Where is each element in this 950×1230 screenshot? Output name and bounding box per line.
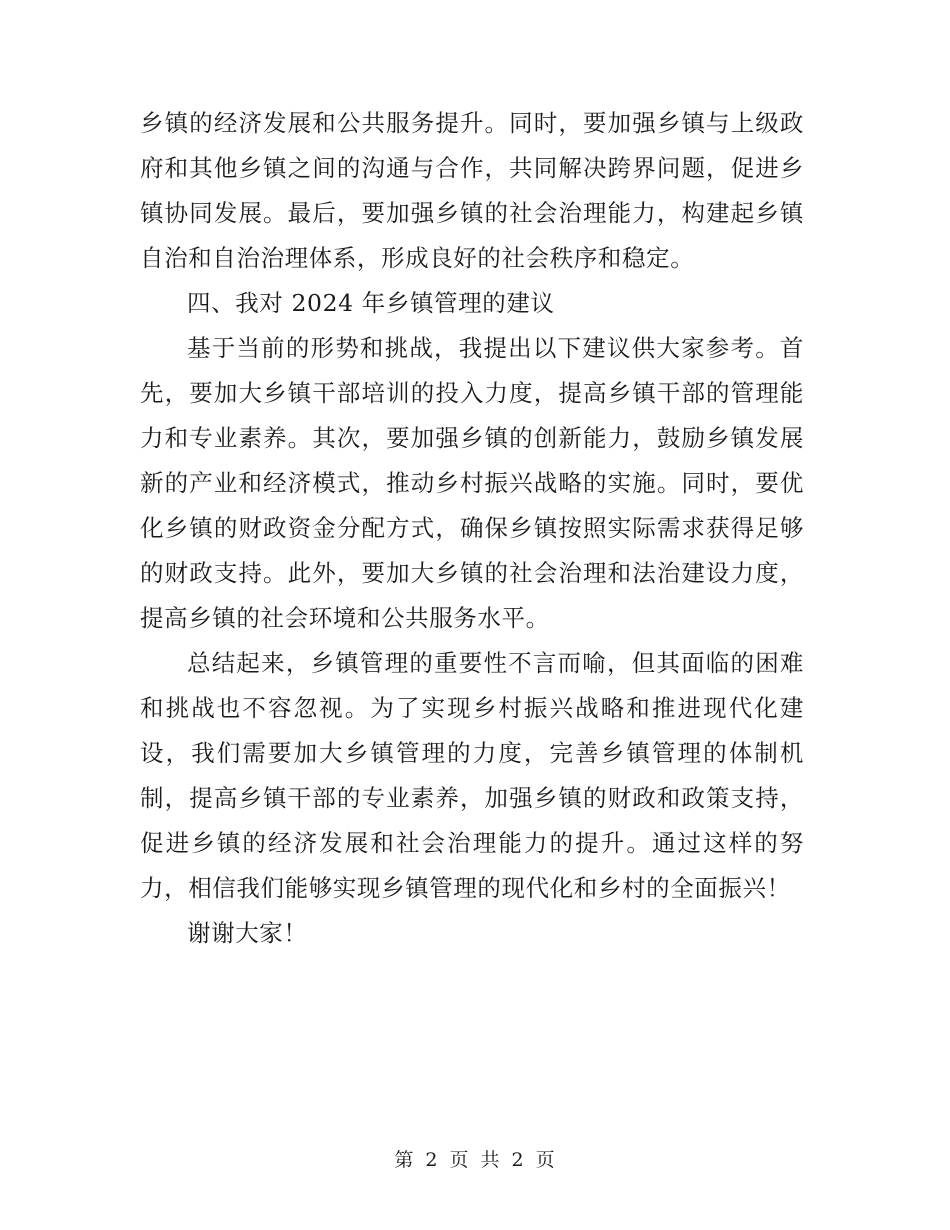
document-body (140, 101, 804, 956)
continuation-paragraph: 乡镇的经济发展和公共服务提升。同时，要加强乡镇与上级政府和其他乡镇之间的沟通与合作，共同解决跨界问题，促进乡镇协同发展。最后，要加强乡镇的社会治理能力，构建起乡镇自治和自治治理体系，形成良好的社会秩序和稳定。 (140, 109, 804, 272)
page-footer-number: 第 2 页 共 2 页 (394, 1149, 556, 1171)
section-heading: 四、我对 2024 年乡镇管理的建议 (187, 289, 555, 317)
conclusion-paragraph: 总结起来，乡镇管理的重要性不言而喻，但其面临的困难和挑战也不容忽视。为了实现乡村振兴战略和推进现代化建设，我们需要加大乡镇管理的力度，完善乡镇管理的体制机制，提高乡镇干部的专业素养，加强乡镇的财政和政策支持，促进乡镇的经济发展和社会治理能力的提升。通过这样的努力，相信我们能够实现乡镇管理的现代化和乡村的全面振兴！ (140, 649, 804, 902)
suggestions-paragraph: 基于当前的形势和挑战，我提出以下建议供大家参考。首先，要加大乡镇干部培训的投入力度，提高乡镇干部的管理能力和专业素养。其次，要加强乡镇的创新能力，鼓励乡镇发展新的产业和经济模式，推动乡村振兴战略的实施。同时，要优化乡镇的财政资金分配方式，确保乡镇按照实际需求获得足够的财政支持。此外，要加大乡镇的社会治理和法治建设力度，提高乡镇的社会环境和公共服务水平。 (140, 334, 804, 632)
thanks-paragraph: 谢谢大家！ (187, 919, 308, 947)
